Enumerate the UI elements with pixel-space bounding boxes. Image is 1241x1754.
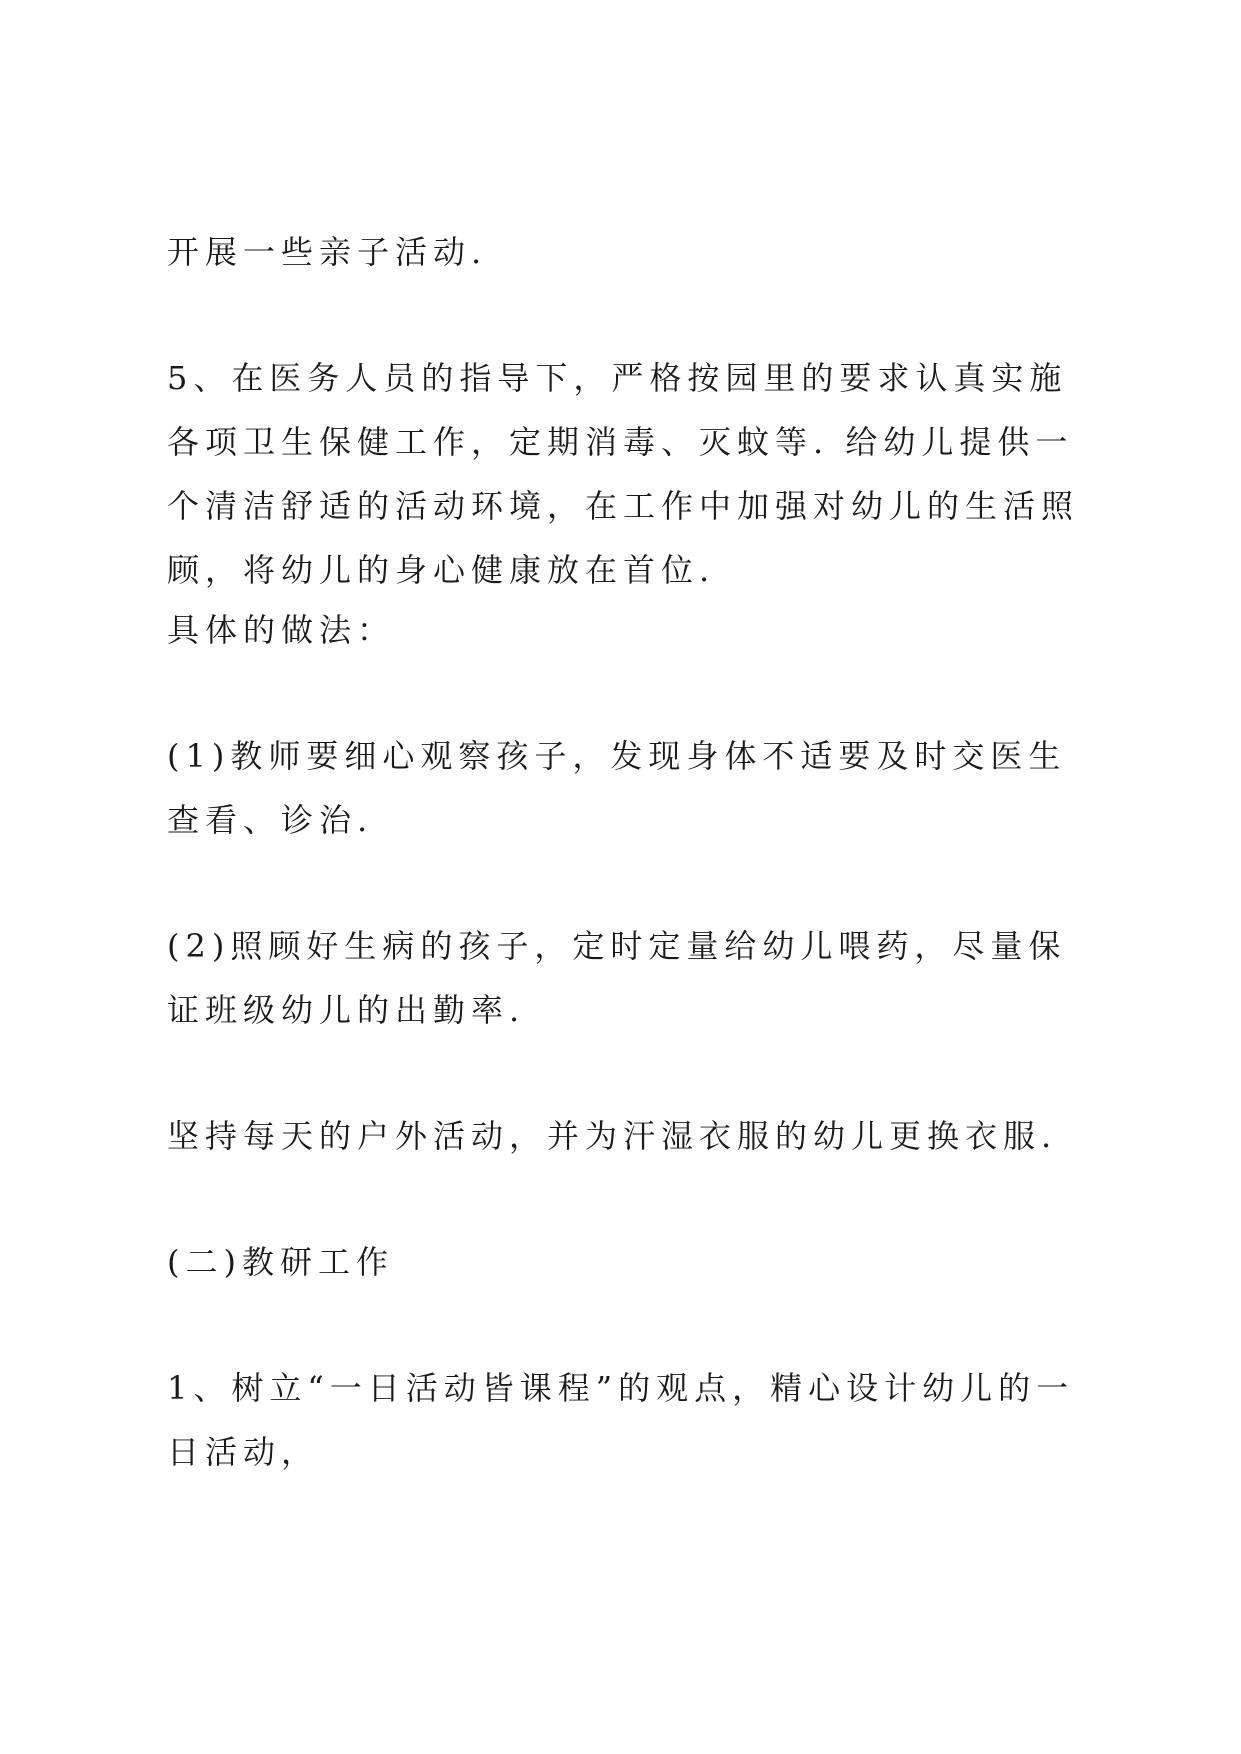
paragraph-teaching-item-1: 1、树立“一日活动皆课程”的观点，精心设计幼儿的一日活动，: [167, 1369, 1075, 1471]
paragraph-specific-methods-heading: 具体的做法：: [167, 611, 396, 649]
paragraph-health-care-item-5: 5、在医务人员的指导下，严格按园里的要求认真实施各项卫生保健工作，定期消毒、灭蚊等. 给幼儿提供一个清洁舒适的活动环境，在工作中加强对幼儿的生活照顾，将幼儿的身心健康放在首位.: [167, 359, 1080, 589]
paragraph-method-2: (2)照顾好生病的孩子，定时定量给幼儿喂药，尽量保证班级幼儿的出勤率.: [167, 927, 1067, 1029]
paragraph-parent-child-activities: 开展一些亲子活动.: [167, 233, 488, 271]
paragraph-method-1: (1)教师要细心观察孩子，发现身体不适要及时交医生查看、诊治.: [167, 737, 1067, 839]
section-heading-teaching-research: (二)教研工作: [167, 1243, 394, 1281]
paragraph-outdoor-activities: 坚持每天的户外活动，并为汗湿衣服的幼儿更换衣服.: [167, 1117, 1058, 1155]
